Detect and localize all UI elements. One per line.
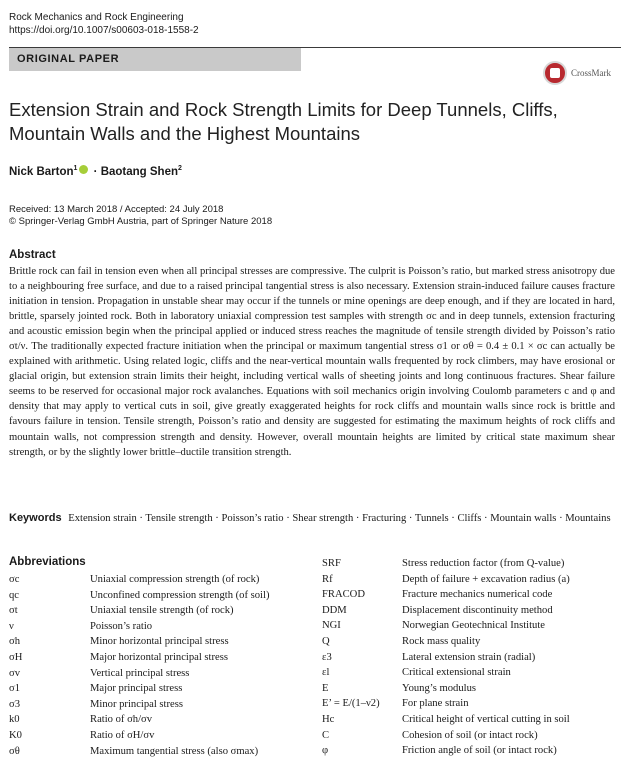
abbreviation-symbol: εl [322, 667, 330, 679]
journal-header [9, 11, 199, 37]
abbreviation-symbol: SRF [322, 558, 341, 569]
abbreviation-symbol: NGI [322, 620, 341, 632]
abbreviation-row [322, 556, 570, 572]
keywords-list: Extension strain · Tensile strength · Poisson’s ratio · Shear strength · Fracturing · Tunnels · Cliffs · Mountain walls · Mountains [68, 513, 611, 524]
abbreviation-meaning: Critical height of vertical cutting in soil [402, 713, 570, 725]
abbreviation-meaning: Critical extensional strain [402, 667, 511, 679]
abbreviation-meaning: Norwegian Geotechnical Institute [402, 620, 545, 632]
abbreviation-symbol: Hc [322, 713, 335, 725]
abbreviation-row [9, 744, 269, 759]
abbreviation-symbol: E [322, 682, 329, 694]
abbreviation-symbol: Rf [322, 573, 333, 585]
abbreviation-row [322, 696, 570, 712]
abbreviation-meaning: Major horizontal principal stress [90, 651, 228, 663]
abbreviation-meaning: Maximum tangential stress (also σmax) [90, 745, 259, 757]
journal-name: Rock Mechanics and Rock Engineering [9, 12, 184, 23]
abbreviation-row [322, 712, 570, 728]
abbreviations-left-column [9, 572, 269, 759]
abbreviation-symbol: σ3 [9, 698, 21, 710]
keywords-block [9, 511, 615, 526]
abbreviation-row [9, 650, 269, 666]
abbreviation-row [322, 618, 570, 634]
abbreviation-row [9, 681, 269, 697]
abbreviation-row [9, 666, 269, 682]
abbreviation-symbol: DDM [322, 604, 347, 616]
abbreviation-row [322, 665, 570, 681]
crossmark-badge[interactable] [543, 61, 611, 85]
abbreviation-meaning: Friction angle of soil (or intact rock) [402, 745, 557, 757]
abbreviation-row [322, 681, 570, 697]
abbreviation-meaning: Depth of failure + excavation radius (a) [402, 573, 570, 585]
abbreviation-meaning: Uniaxial tensile strength (of rock) [90, 605, 234, 617]
abbreviation-symbol: qc [9, 589, 19, 601]
abbreviation-symbol: k0 [9, 714, 20, 726]
abbreviation-row [9, 634, 269, 650]
affiliation-marker: 2 [178, 165, 182, 173]
abbreviation-row [9, 712, 269, 728]
abbreviations-right-column [322, 556, 570, 759]
abbreviation-meaning: Cohesion of soil (or intact rock) [402, 729, 538, 741]
abbreviation-row [9, 588, 269, 604]
abstract-heading: Abstract [9, 249, 56, 261]
author-list [9, 165, 182, 178]
abbreviation-row [322, 650, 570, 666]
author-separator: · [90, 166, 101, 178]
author-name[interactable]: Baotang Shen [100, 166, 178, 178]
abbreviation-meaning: Unconfined compression strength (of soil) [90, 589, 270, 601]
abbreviation-meaning: Young’s modulus [402, 682, 476, 694]
abbreviation-symbol: ε3 [322, 651, 332, 663]
paper-title: Extension Strain and Rock Strength Limits for Deep Tunnels, Cliffs, Mountain Walls and the Highest Mountains [9, 99, 558, 144]
abbreviation-meaning: Stress reduction factor (from Q-value) [402, 558, 565, 569]
abbreviation-meaning: Uniaxial compression strength (of rock) [90, 574, 260, 585]
section-label: ORIGINAL PAPER [9, 48, 301, 71]
abbreviation-symbol: FRACOD [322, 589, 365, 601]
abbreviation-row [322, 572, 570, 588]
abbreviation-symbol: φ [322, 745, 329, 757]
abbreviation-row [322, 587, 570, 603]
abbreviation-symbol: ν [9, 620, 14, 632]
abbreviation-meaning: Fracture mechanics numerical code [402, 589, 553, 601]
abstract-text: Brittle rock can fail in tension even when all principal stresses are compressive. The culprit is Poisson’s ratio, but marked stress anisotropy due to a neighbouring free surface, and due to a raised principal tangential stress is also necessary. Extension strain-induced failure causes fracture initiation in tension. Propagation in unstable shear may occur if the tunnels or mine openings are deep enough, and if they are located in hard, brittle, sparsely jointed rock. Both in laboratory uniaxial compression test samples with strength σc and in deep tunnels, extension fracturing and acoustic emission begin when the principal applied or induced stress reaches the magnitude of tensile strength divided by Poisson’s ratio σt/ν. The traditionally expected fracture initiation when the principal or maximum tangential stress σ1 or σθ = 0.4 ± 0.1 × σc can actually be explained with arithmetic. Using related logic, cliffs and the near-vertical mountain walls frequented by rock climbers, may have erosional or glacial origin, but extension strain limits their height, including vertical walls of sheeting joints and long continuous fractures. Shear failure seems to be reserved for occasional major rock avalanches. Equations with soil mechanics origin involving Coulomb parameters c and φ and density that may apply to vertical cuts in soil, give greatly exaggerated heights for rock cliffs and mountain walls since rock is brittle and favours failure in tension. Tensile strength, Poisson’s ratio and density are suggested for estimating the maximum heights of rock cliffs and mountain walls, not compression strength and density. However, overall mountain heights are limited by critical state maximum shear strength, or by the slightly lower brittle–ductile transition strength. [9, 266, 615, 458]
abbreviation-row [322, 743, 570, 759]
abbreviation-row [9, 619, 269, 635]
abbreviations-heading: Abbreviations [9, 556, 86, 568]
author-name[interactable]: Nick Barton [9, 166, 74, 178]
abbreviation-row [9, 603, 269, 619]
abbreviation-meaning: Vertical principal stress [90, 667, 190, 679]
abbreviation-symbol: σv [9, 667, 21, 679]
abbreviation-symbol: σh [9, 636, 21, 648]
affiliation-marker: 1 [73, 165, 78, 173]
abbreviation-symbol: σθ [9, 745, 20, 757]
crossmark-icon [543, 61, 567, 85]
crossmark-label: CrossMark [571, 68, 611, 78]
received-accepted: Received: 13 March 2018 / Accepted: 24 July 2018 [9, 204, 224, 215]
abbreviation-symbol: C [322, 729, 330, 741]
abbreviation-meaning: Rock mass quality [402, 635, 481, 647]
abbreviation-symbol: σH [9, 651, 23, 663]
abbreviation-meaning: Ratio of σh/σv [90, 714, 153, 726]
abbreviation-meaning: For plane strain [402, 698, 469, 710]
abbreviation-meaning: Minor principal stress [90, 698, 183, 710]
keywords-heading: Keywords [9, 512, 62, 524]
abbreviation-meaning: Minor horizontal principal stress [90, 636, 229, 648]
abbreviation-row [9, 572, 269, 588]
publication-dates [9, 204, 272, 228]
abbreviation-meaning: Ratio of σH/σv [90, 729, 155, 741]
abbreviation-row [9, 728, 269, 744]
abbreviation-row [322, 728, 570, 744]
abbreviation-meaning: Displacement discontinuity method [402, 604, 553, 616]
abbreviation-row [9, 697, 269, 713]
orcid-icon[interactable] [79, 165, 88, 174]
abbreviation-symbol: σ1 [9, 683, 21, 695]
copyright-line: © Springer-Verlag GmbH Austria, part of Springer Nature 2018 [9, 216, 273, 227]
doi-link[interactable]: https://doi.org/10.1007/s00603-018-1558-2 [9, 25, 199, 36]
abbreviation-meaning: Lateral extension strain (radial) [402, 651, 536, 663]
abbreviation-meaning: Major principal stress [90, 683, 183, 695]
abbreviation-symbol: σc [9, 574, 20, 585]
abbreviation-symbol: Q [322, 635, 330, 647]
abbreviation-symbol: E’ = E/(1–ν2) [322, 698, 380, 710]
abbreviation-meaning: Poisson’s ratio [90, 620, 153, 632]
abbreviation-row [322, 603, 570, 619]
abbreviation-row [322, 634, 570, 650]
abbreviation-symbol: K0 [9, 729, 22, 741]
abbreviation-symbol: σt [9, 605, 18, 617]
